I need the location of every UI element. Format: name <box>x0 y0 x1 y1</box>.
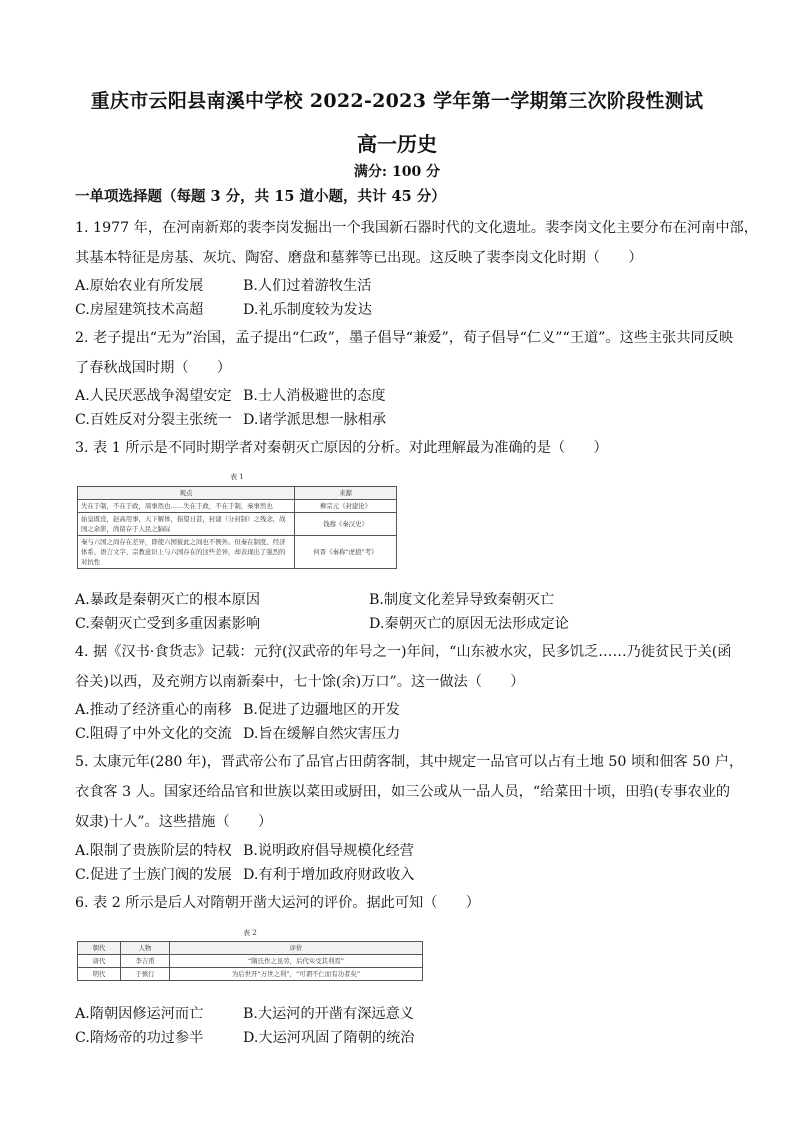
exam-title: 重庆市云阳县南溪中学校 2022-2023 学年第一学期第三次阶段性测试 <box>90 90 704 112</box>
subject-title: 高一历史 <box>357 132 437 156</box>
table2-header-person: 人物 <box>121 942 170 955</box>
table1-cell: 何晋《秦称“虎狼”考》 <box>295 536 397 569</box>
table-row <box>78 968 423 981</box>
q6-option-b: B.大运河的开凿有深远意义 <box>243 1006 414 1022</box>
q2-option-d: D.诸学派思想一脉相承 <box>243 412 387 428</box>
table2-cell: 于慎行 <box>121 968 170 981</box>
q6-option-c: C.隋炀帝的功过参半 <box>75 1030 204 1046</box>
q1-option-a: A.原始农业有所发展 <box>75 278 204 294</box>
q6-stem-line1: 6. 表 2 所示是后人对隋朝开凿大运河的评价。据此可知（ ） <box>75 895 480 911</box>
q2-option-c: C.百姓反对分裂主张统一 <box>75 412 232 428</box>
table-row <box>78 955 423 968</box>
q5-stem-line2: 衣食客 3 人。国家还给品官和世族以菜田或厨田，如三公或从一品人员，“给菜田十顷，田驺(专事农业的 <box>75 784 731 800</box>
q2-option-a: A.人民厌恶战争渴望安定 <box>75 388 232 404</box>
q5-option-b: B.说明政府倡导规模化经营 <box>243 843 414 859</box>
table1-caption: 表 1 <box>230 473 244 481</box>
table1-cell: 秦与六国之间存在差异，即使六国彼此之间也不例外。但秦在制度、经济体系、语言文字、宗教意识上与六国存在的这些差异，却表现出了强烈的对抗性 <box>78 536 295 569</box>
q4-stem-line2: 谷关)以西，及充朔方以南新秦中，七十馀(余)万口”。这一做法（ ） <box>75 674 525 690</box>
table-row <box>78 536 397 569</box>
table2 <box>77 941 423 981</box>
q4-option-c: C.阻碍了中外文化的交流 <box>75 726 232 742</box>
q5-option-a: A.限制了贵族阶层的特权 <box>75 843 232 859</box>
table1-cell: 失在于制，不在于政，周事然也……失在于政，不在于制，秦事然也 <box>78 500 295 513</box>
q3-option-a: A.暴政是秦朝灭亡的根本原因 <box>75 592 261 608</box>
q3-option-b: B.制度文化差异导致秦朝灭亡 <box>369 592 555 608</box>
full-score: 满分: 100 分 <box>353 164 441 180</box>
table1-cell: 始皇既没，赵高用事，天下解体，指望日甚，封建（分封制）之残念，战国之余影，尚留存于人民之脑际 <box>78 513 295 536</box>
table2-header-dynasty: 朝代 <box>78 942 121 955</box>
table2-cell: 为后世开“万世之利”，“可谓不仁而有功者矣” <box>170 968 423 981</box>
q1-stem-line2: 其基本特征是房基、灰坑、陶窑、磨盘和墓葬等已出现。这反映了裴李岗文化时期（ ） <box>75 250 643 266</box>
table1-cell: 柳宗元《封建论》 <box>295 500 397 513</box>
q1-option-c: C.房屋建筑技术高超 <box>75 302 204 318</box>
q6-option-a: A.隋朝因修运河而亡 <box>75 1006 204 1022</box>
q1-stem-line1: 1. 1977 年，在河南新郑的裴李岗发掘出一个我国新石器时代的文化遗址。裴李岗文化主要分布在河南中部， <box>75 220 758 236</box>
table2-caption: 表 2 <box>243 929 257 937</box>
q1-option-d: D.礼乐制度较为发达 <box>243 302 372 318</box>
table2-cell: “隋氏作之虽劳，后代实受其利焉” <box>170 955 423 968</box>
q1-option-b: B.人们过着游牧生活 <box>243 278 372 294</box>
table1-header-viewpoint: 观点 <box>78 487 295 500</box>
q2-stem-line2: 了春秋战国时期（ ） <box>75 360 232 376</box>
q5-stem-line3: 奴隶)十人”。这些措施（ ） <box>75 814 273 830</box>
q5-option-c: C.促进了士族门阀的发展 <box>75 867 232 883</box>
table1-header-source: 来源 <box>295 487 397 500</box>
table-row <box>78 513 397 536</box>
q5-stem-line1: 5. 太康元年(280 年)，晋武帝公布了品官占田荫客制，其中规定一品官可以占有土地 50 顷和佃客 50 户， <box>75 754 744 770</box>
table1 <box>77 486 397 569</box>
q3-option-d: D.秦朝灭亡的原因无法形成定论 <box>369 616 569 632</box>
q6-option-d: D.大运河巩固了隋朝的统治 <box>243 1030 415 1046</box>
q3-option-c: C.秦朝灭亡受到多重因素影响 <box>75 616 261 632</box>
table2-header-evaluation: 评价 <box>170 942 423 955</box>
q4-stem-line1: 4. 据《汉书·食货志》记载：元狩(汉武帝的年号之一)年间，“山东被水灾，民多饥乏……乃徙贫民于关(函 <box>75 644 732 660</box>
table2-cell: 李吉甫 <box>121 955 170 968</box>
table2-cell: 明代 <box>78 968 121 981</box>
table-row <box>78 500 397 513</box>
q2-option-b: B.士人消极避世的态度 <box>243 388 386 404</box>
q4-option-a: A.推动了经济重心的南移 <box>75 702 232 718</box>
table1-cell: 钱穆《秦汉史》 <box>295 513 397 536</box>
q4-option-d: D.旨在缓解自然灾害压力 <box>243 726 401 742</box>
q2-stem-line1: 2. 老子提出“无为”治国，孟子提出“仁政”，墨子倡导“兼爱”，荀子倡导“仁义”“王道”。这些主张共同反映 <box>75 330 734 346</box>
q5-option-d: D.有利于增加政府财政收入 <box>243 867 415 883</box>
q4-option-b: B.促进了边疆地区的开发 <box>243 702 400 718</box>
table2-cell: 唐代 <box>78 955 121 968</box>
q3-stem-line1: 3. 表 1 所示是不同时期学者对秦朝灭亡原因的分析。对此理解最为准确的是（ ） <box>75 440 608 456</box>
section-heading: 一单项选择题（每题 3 分，共 15 道小题，共计 45 分） <box>75 188 446 205</box>
